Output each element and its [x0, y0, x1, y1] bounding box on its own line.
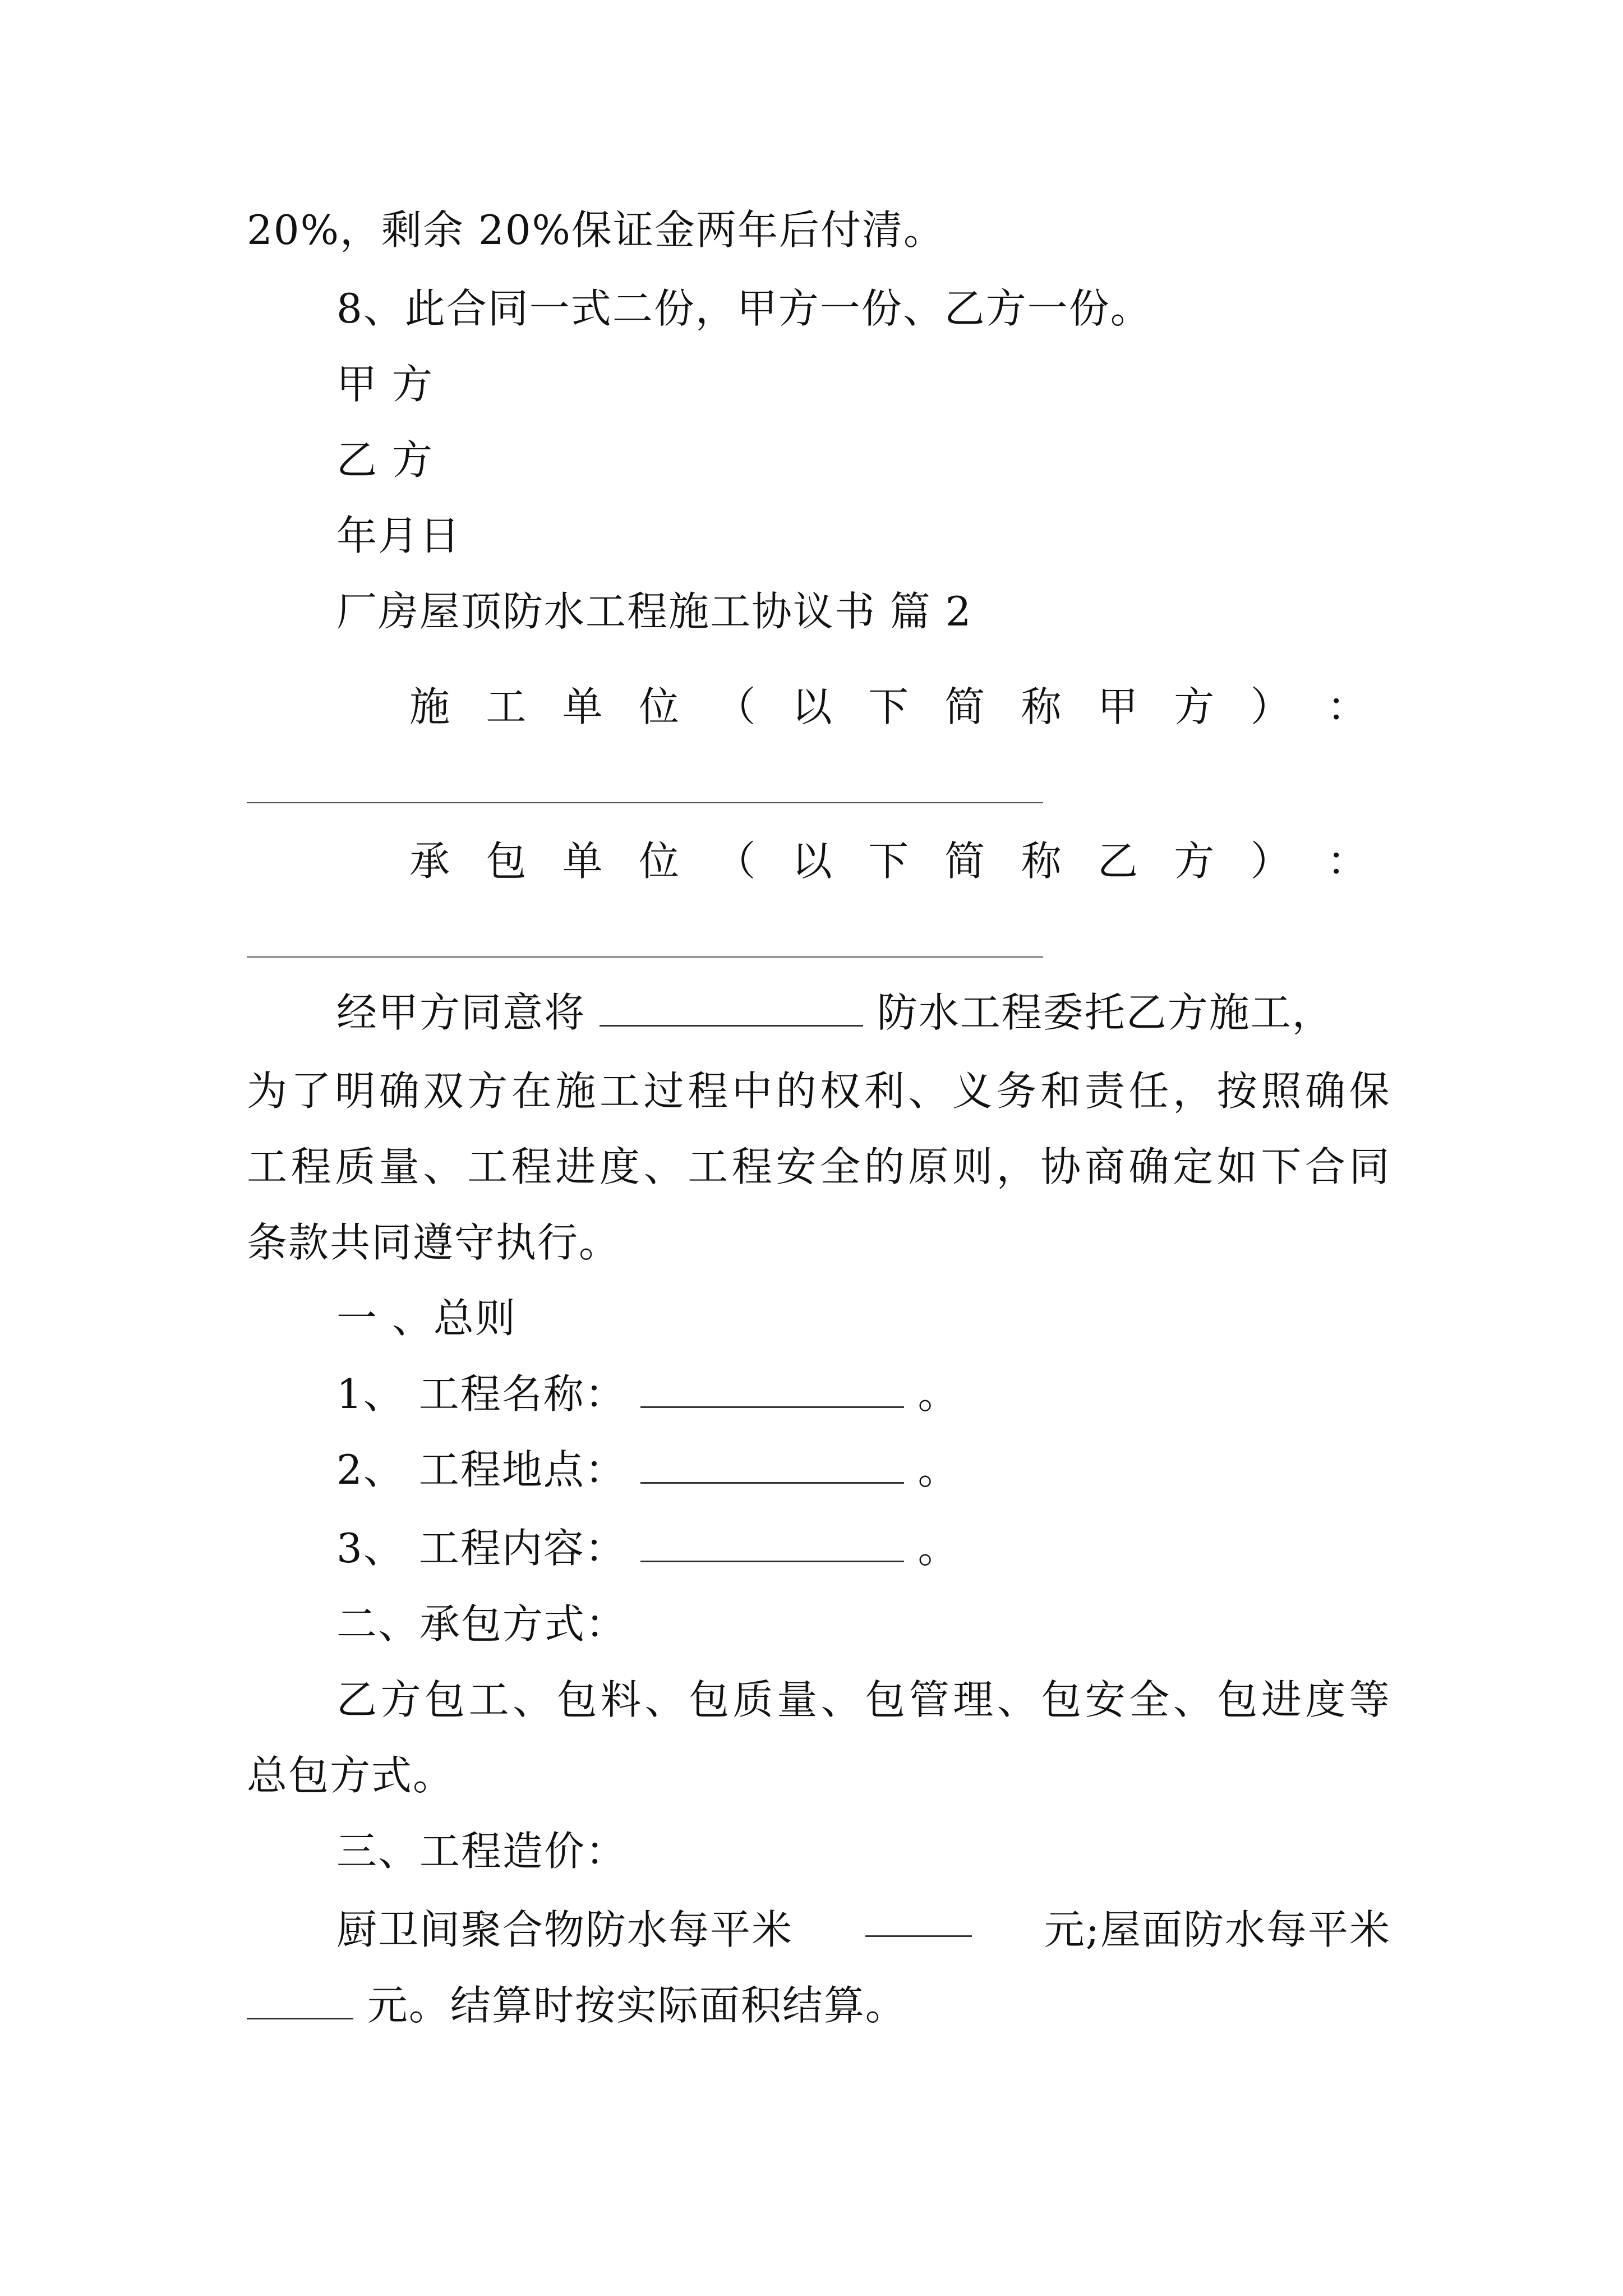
text-char: 、: [513, 1676, 555, 1723]
text-char: 程: [291, 1143, 333, 1190]
text-char: 包: [689, 1676, 731, 1723]
construction-unit-fill-line: [247, 802, 1043, 803]
text-char: 进: [555, 1143, 597, 1190]
text-char: 乙: [336, 1676, 379, 1723]
text-char: 程: [731, 1143, 773, 1190]
text-char: 度: [600, 1143, 642, 1190]
party-b-signature-label: 乙 方: [336, 436, 434, 484]
text-char: 方: [467, 1068, 509, 1115]
text-char: 量: [777, 1676, 819, 1723]
label-char: 施: [409, 683, 451, 730]
text-char: 协: [1040, 1143, 1082, 1190]
paragraph-project-cost-line2: [247, 1977, 1391, 2033]
text-char: 确: [1305, 1068, 1347, 1115]
text-char: 工: [468, 1676, 510, 1723]
cost-text-end: 元。结算时按实际面积结算。: [367, 1982, 907, 2029]
text-char: 包: [865, 1676, 907, 1723]
paragraph-contract-method-line1: [336, 1672, 1391, 1728]
text-char: 安: [776, 1143, 818, 1190]
text-char: 、: [997, 1676, 1039, 1723]
text-char: 合: [1305, 1143, 1347, 1190]
item-period: 。: [917, 1370, 960, 1418]
paragraph-agreement-intro-line2: [247, 1063, 1391, 1119]
text-char: 过: [643, 1068, 685, 1115]
text-char: 工: [600, 1068, 642, 1115]
construction-unit-label: [409, 679, 1368, 735]
text-char: 进: [1261, 1676, 1303, 1723]
label-char: ：: [1326, 838, 1368, 885]
item-label: 3、 工程内容：: [336, 1525, 626, 1572]
label-char: 单: [562, 838, 604, 885]
text-char: 同: [1349, 1143, 1391, 1190]
paragraph-project-cost-line1: [336, 1902, 1391, 1958]
paragraph-agreement-intro-line3: [247, 1139, 1391, 1195]
intro-text-end: 防水工程委托乙方施工，: [877, 989, 1334, 1036]
text-char: ，: [1173, 1068, 1215, 1115]
text-char: 保: [1349, 1068, 1391, 1115]
text-char: 工: [688, 1143, 730, 1190]
text-char: 为: [247, 1068, 289, 1115]
text-char: 量: [379, 1143, 421, 1190]
label-char: 简: [944, 683, 986, 730]
item-label: 2、 工程地点：: [336, 1446, 626, 1493]
text-char: 中: [731, 1068, 773, 1115]
text-char: 全: [1129, 1676, 1171, 1723]
text-char: 责: [1084, 1068, 1126, 1115]
text-char: 施: [555, 1068, 597, 1115]
contractor-unit-label: [409, 833, 1368, 889]
label-char: 以: [791, 683, 833, 730]
text-char: 、: [644, 1676, 686, 1723]
text-char: 理: [953, 1676, 995, 1723]
text-char: 工: [467, 1143, 509, 1190]
label-char: 乙: [1097, 838, 1139, 885]
text-char: 料: [601, 1676, 643, 1723]
text-char: 的: [776, 1068, 818, 1115]
text-char: 利: [864, 1068, 906, 1115]
text-char: 和: [1040, 1068, 1082, 1115]
label-char: （: [715, 838, 757, 885]
text-char: 双: [423, 1068, 465, 1115]
text-char: 的: [864, 1143, 906, 1190]
paragraph-contract-method-line2: 总包方式。: [247, 1752, 455, 1799]
text-char: 全: [820, 1143, 862, 1190]
text-char: 安: [1085, 1676, 1127, 1723]
text-char: 按: [1216, 1068, 1258, 1115]
text-char: 方: [380, 1676, 422, 1723]
label-char: 称: [1021, 683, 1063, 730]
text-char: 包: [1041, 1676, 1083, 1723]
label-char: 称: [1021, 838, 1063, 885]
text-char: ，: [996, 1143, 1038, 1190]
label-char: 工: [486, 683, 528, 730]
label-char: ）: [1250, 683, 1292, 730]
text-char: 、: [1173, 1676, 1215, 1723]
text-char: 确: [379, 1068, 421, 1115]
text-char: 在: [511, 1068, 553, 1115]
item-label: 1、 工程名称：: [336, 1370, 626, 1418]
party-a-signature-label: 甲 方: [336, 361, 434, 408]
label-char: 甲: [1097, 683, 1139, 730]
cost-text-start: 厨卫间聚合物防水每平米: [336, 1906, 794, 1953]
text-char: 务: [996, 1068, 1038, 1115]
item-project-location: [336, 1442, 1481, 1498]
text-char: 、: [820, 1676, 863, 1723]
label-char: ：: [1326, 683, 1368, 730]
paragraph-agreement-intro-line4: 条款共同遵守执行。: [247, 1219, 621, 1266]
text-char: 确: [1128, 1143, 1170, 1190]
text-char: 定: [1173, 1143, 1215, 1190]
item-project-name: [336, 1366, 1481, 1422]
text-char: 了: [291, 1068, 333, 1115]
text-char: 包: [556, 1676, 598, 1723]
section-project-cost-heading: 三、工程造价：: [336, 1828, 628, 1875]
text-char: 如: [1216, 1143, 1258, 1190]
text-char: 、: [423, 1143, 465, 1190]
text-char: 则: [952, 1143, 994, 1190]
item-project-content: [336, 1520, 1481, 1576]
label-char: 以: [791, 838, 833, 885]
text-char: 包: [1217, 1676, 1259, 1723]
label-char: 下: [868, 838, 910, 885]
roof-price-blank: [247, 1984, 353, 2019]
project-name-field: [640, 1373, 904, 1408]
text-char: 原: [908, 1143, 950, 1190]
text-char: 包: [425, 1676, 467, 1723]
text-char: 、: [908, 1068, 950, 1115]
text-char: 工: [247, 1143, 289, 1190]
label-char: 承: [409, 838, 451, 885]
intro-text-start: 经甲方同意将: [336, 989, 586, 1036]
text-char: 质: [335, 1143, 377, 1190]
label-char: （: [715, 683, 757, 730]
label-char: 位: [638, 838, 680, 885]
text-char: 管: [909, 1676, 951, 1723]
label-char: 位: [638, 683, 680, 730]
text-char: 义: [952, 1068, 994, 1115]
text-char: 程: [688, 1068, 730, 1115]
paragraph-contract-copies: 8、此合同一式二份，甲方一份、乙方一份。: [336, 285, 1152, 332]
item-period: 。: [917, 1525, 960, 1572]
text-char: 质: [732, 1676, 774, 1723]
label-char: 包: [486, 838, 528, 885]
project-content-field: [640, 1527, 904, 1562]
text-char: 度: [1305, 1676, 1347, 1723]
label-char: 下: [868, 683, 910, 730]
text-char: 下: [1261, 1143, 1303, 1190]
label-char: 单: [562, 683, 604, 730]
text-char: 商: [1084, 1143, 1126, 1190]
section-contract-method-heading: 二、承包方式：: [336, 1600, 628, 1648]
contractor-unit-fill-line: [247, 956, 1043, 958]
text-char: 任: [1128, 1068, 1170, 1115]
label-char: ）: [1250, 838, 1292, 885]
item-period: 。: [917, 1446, 960, 1493]
paragraph-payment-remainder: 20%，剩余 20%保证金两年后付清。: [247, 206, 945, 254]
paragraph-agreement-intro-line1: [336, 984, 1481, 1041]
section-title-part-2: 厂房屋顶防水工程施工协议书 篇 2: [336, 588, 972, 635]
text-char: 权: [820, 1068, 862, 1115]
label-char: 方: [1174, 838, 1216, 885]
text-char: 明: [335, 1068, 377, 1115]
project-location-field: [640, 1448, 904, 1484]
text-char: 程: [511, 1143, 553, 1190]
label-char: 方: [1174, 683, 1216, 730]
bathroom-price-blank: [865, 1902, 972, 1937]
text-char: 、: [643, 1143, 685, 1190]
project-name-blank: [600, 991, 863, 1027]
date-label: 年月日: [336, 512, 462, 559]
text-char: 等: [1349, 1676, 1391, 1723]
section-general-heading: 一 、总则: [336, 1295, 517, 1342]
cost-text-end: 元;屋面防水每平米: [1044, 1906, 1391, 1953]
label-char: 简: [944, 838, 986, 885]
text-char: 照: [1261, 1068, 1303, 1115]
